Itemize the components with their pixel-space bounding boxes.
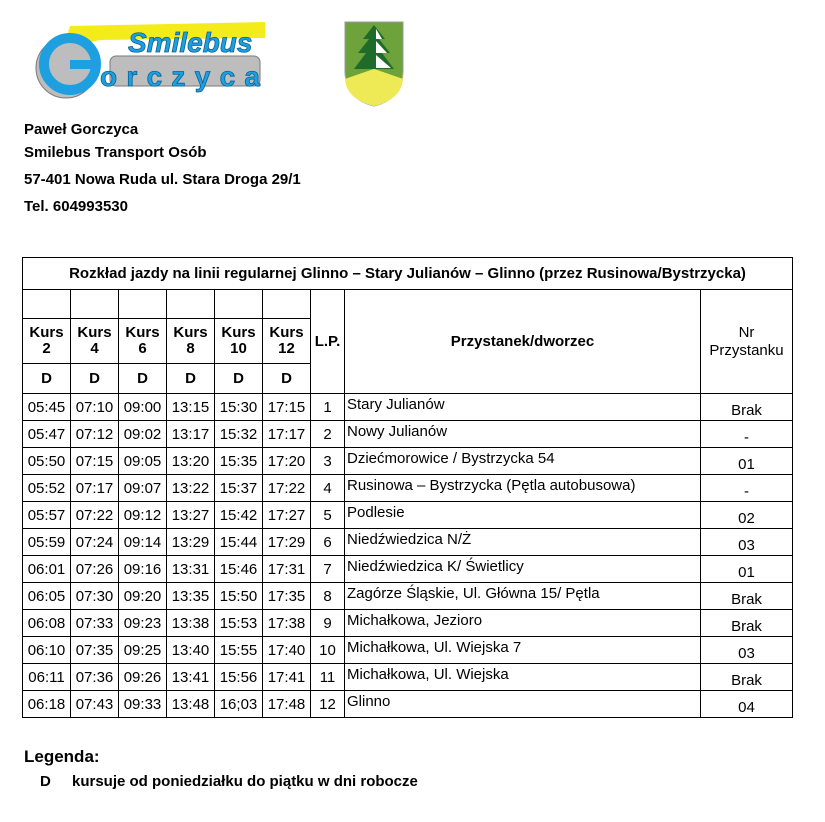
departure-time: 13:15 xyxy=(167,394,215,421)
legend-code: D xyxy=(40,773,51,790)
table-row xyxy=(23,529,793,556)
timetable-body xyxy=(23,394,793,718)
departure-time: 05:52 xyxy=(23,475,71,502)
coat-of-arms xyxy=(344,21,404,107)
stop-name: Stary Julianów xyxy=(345,394,701,421)
departure-time: 13:20 xyxy=(167,448,215,475)
legend-item xyxy=(40,773,418,790)
blank-cell xyxy=(215,290,263,319)
stop-number-header xyxy=(701,290,793,394)
timetable xyxy=(22,257,793,718)
departure-time: 07:17 xyxy=(71,475,119,502)
course-header xyxy=(215,319,263,364)
course-label: Kurs xyxy=(173,324,208,341)
departure-time: 17:31 xyxy=(263,556,311,583)
blank-cell xyxy=(23,290,71,319)
departure-time: 13:41 xyxy=(167,664,215,691)
departure-time: 05:45 xyxy=(23,394,71,421)
departure-time: 06:18 xyxy=(23,691,71,718)
stop-sequence-number: 5 xyxy=(311,502,345,529)
departure-time: 17:48 xyxy=(263,691,311,718)
departure-time: 15:42 xyxy=(215,502,263,529)
departure-time: 13:27 xyxy=(167,502,215,529)
departure-time: 15:53 xyxy=(215,610,263,637)
stop-number: - xyxy=(701,421,793,448)
departure-time: 17:17 xyxy=(263,421,311,448)
departure-time: 09:07 xyxy=(119,475,167,502)
departure-time: 06:10 xyxy=(23,637,71,664)
departure-time: 15:46 xyxy=(215,556,263,583)
timetable-title: Rozkład jazdy na linii regularnej Glinno – Stary Julianów – Glinno (przez Rusinowa/Bystrzycka) xyxy=(23,258,793,290)
departure-time: 17:15 xyxy=(263,394,311,421)
stop-name: Podlesie xyxy=(345,502,701,529)
departure-time: 09:25 xyxy=(119,637,167,664)
smilebus-logo-icon xyxy=(30,16,268,104)
stop-sequence-number: 4 xyxy=(311,475,345,502)
departure-time: 05:47 xyxy=(23,421,71,448)
spruce-crest-icon xyxy=(344,21,404,107)
table-row xyxy=(23,502,793,529)
course-number: 6 xyxy=(138,340,147,357)
table-row xyxy=(23,664,793,691)
legend-title: Legenda: xyxy=(24,747,100,766)
departure-time: 15:30 xyxy=(215,394,263,421)
table-row xyxy=(23,448,793,475)
departure-time: 15:37 xyxy=(215,475,263,502)
departure-time: 17:22 xyxy=(263,475,311,502)
stop-number: 04 xyxy=(701,691,793,718)
table-row xyxy=(23,583,793,610)
table-row xyxy=(23,637,793,664)
stop-sequence-number: 8 xyxy=(311,583,345,610)
stop-sequence-number: 11 xyxy=(311,664,345,691)
departure-time: 07:10 xyxy=(71,394,119,421)
departure-time: 13:40 xyxy=(167,637,215,664)
stop-name: Niedźwiedzica N/Ż xyxy=(345,529,701,556)
departure-time: 09:23 xyxy=(119,610,167,637)
departure-time: 09:02 xyxy=(119,421,167,448)
svg-text:orczyca: orczyca xyxy=(100,61,260,92)
departure-time: 09:16 xyxy=(119,556,167,583)
departure-time: 07:35 xyxy=(71,637,119,664)
departure-time: 17:35 xyxy=(263,583,311,610)
lp-header: L.P. xyxy=(311,290,345,394)
stop-number: - xyxy=(701,475,793,502)
stop-sequence-number: 12 xyxy=(311,691,345,718)
departure-time: 13:22 xyxy=(167,475,215,502)
owner-name: Paweł Gorczyca xyxy=(24,121,139,138)
stop-sequence-number: 10 xyxy=(311,637,345,664)
stop-number: 01 xyxy=(701,448,793,475)
departure-time: 07:36 xyxy=(71,664,119,691)
stop-sequence-number: 7 xyxy=(311,556,345,583)
course-header xyxy=(23,319,71,364)
stop-header: Przystanek/dworzec xyxy=(345,290,701,394)
company-name: Smilebus Transport Osób xyxy=(24,144,207,161)
table-row xyxy=(23,691,793,718)
stop-number: 02 xyxy=(701,502,793,529)
legend-description: kursuje od poniedziałku do piątku w dni robocze xyxy=(72,773,418,790)
departure-time: 06:11 xyxy=(23,664,71,691)
course-header xyxy=(119,319,167,364)
departure-time: 07:26 xyxy=(71,556,119,583)
departure-time: 09:14 xyxy=(119,529,167,556)
departure-time: 17:20 xyxy=(263,448,311,475)
course-label: Kurs xyxy=(269,324,304,341)
company-phone: Tel. 604993530 xyxy=(24,198,128,215)
smilebus-logo xyxy=(30,16,268,104)
course-day-code: D xyxy=(119,364,167,394)
course-number: 4 xyxy=(90,340,99,357)
departure-time: 09:33 xyxy=(119,691,167,718)
departure-time: 15:44 xyxy=(215,529,263,556)
stop-number: 03 xyxy=(701,637,793,664)
course-label: Kurs xyxy=(125,324,160,341)
course-header xyxy=(167,319,215,364)
stop-number-header-line1: Nr xyxy=(738,323,755,341)
table-row xyxy=(23,475,793,502)
departure-time: 09:05 xyxy=(119,448,167,475)
departure-time: 09:00 xyxy=(119,394,167,421)
table-row xyxy=(23,421,793,448)
stop-number: Brak xyxy=(701,394,793,421)
stop-name: Rusinowa – Bystrzycka (Pętla autobusowa) xyxy=(345,475,701,502)
stop-name: Michałkowa, Jezioro xyxy=(345,610,701,637)
course-label: Kurs xyxy=(77,324,112,341)
course-number: 10 xyxy=(230,340,247,357)
departure-time: 07:22 xyxy=(71,502,119,529)
departure-time: 13:29 xyxy=(167,529,215,556)
stop-name: Niedźwiedzica K/ Świetlicy xyxy=(345,556,701,583)
stop-sequence-number: 6 xyxy=(311,529,345,556)
stop-number: Brak xyxy=(701,664,793,691)
stop-number-header-line2: Przystanku xyxy=(709,341,784,359)
course-day-code: D xyxy=(263,364,311,394)
departure-time: 07:43 xyxy=(71,691,119,718)
blank-cell xyxy=(263,290,311,319)
course-label: Kurs xyxy=(221,324,256,341)
stop-sequence-number: 2 xyxy=(311,421,345,448)
departure-time: 17:38 xyxy=(263,610,311,637)
blank-cell xyxy=(71,290,119,319)
departure-time: 05:59 xyxy=(23,529,71,556)
departure-time: 15:50 xyxy=(215,583,263,610)
stop-name: Zagórze Śląskie, Ul. Główna 15/ Pętla xyxy=(345,583,701,610)
stop-number: 01 xyxy=(701,556,793,583)
departure-time: 13:38 xyxy=(167,610,215,637)
departure-time: 13:17 xyxy=(167,421,215,448)
departure-time: 07:30 xyxy=(71,583,119,610)
blank-cell xyxy=(119,290,167,319)
stop-number: 03 xyxy=(701,529,793,556)
departure-time: 15:32 xyxy=(215,421,263,448)
stop-sequence-number: 9 xyxy=(311,610,345,637)
stop-number: Brak xyxy=(701,610,793,637)
table-row xyxy=(23,394,793,421)
svg-text:Smilebus: Smilebus xyxy=(128,27,253,58)
table-row xyxy=(23,556,793,583)
departure-time: 17:27 xyxy=(263,502,311,529)
course-label: Kurs xyxy=(29,324,64,341)
departure-time: 07:24 xyxy=(71,529,119,556)
departure-time: 15:56 xyxy=(215,664,263,691)
course-day-code: D xyxy=(167,364,215,394)
course-day-code: D xyxy=(215,364,263,394)
departure-time: 09:26 xyxy=(119,664,167,691)
departure-time: 06:08 xyxy=(23,610,71,637)
course-number: 8 xyxy=(186,340,195,357)
departure-time: 15:55 xyxy=(215,637,263,664)
departure-time: 15:35 xyxy=(215,448,263,475)
course-day-code: D xyxy=(23,364,71,394)
departure-time: 09:20 xyxy=(119,583,167,610)
stop-sequence-number: 3 xyxy=(311,448,345,475)
course-number: 12 xyxy=(278,340,295,357)
stop-name: Glinno xyxy=(345,691,701,718)
departure-time: 17:29 xyxy=(263,529,311,556)
course-number: 2 xyxy=(42,340,51,357)
departure-time: 17:40 xyxy=(263,637,311,664)
departure-time: 06:05 xyxy=(23,583,71,610)
stop-name: Dziećmorowice / Bystrzycka 54 xyxy=(345,448,701,475)
departure-time: 09:12 xyxy=(119,502,167,529)
departure-time: 06:01 xyxy=(23,556,71,583)
departure-time: 17:41 xyxy=(263,664,311,691)
departure-time: 05:57 xyxy=(23,502,71,529)
departure-time: 07:33 xyxy=(71,610,119,637)
blank-cell xyxy=(167,290,215,319)
stop-name: Michałkowa, Ul. Wiejska xyxy=(345,664,701,691)
departure-time: 16;03 xyxy=(215,691,263,718)
stop-name: Nowy Julianów xyxy=(345,421,701,448)
stop-sequence-number: 1 xyxy=(311,394,345,421)
departure-time: 07:15 xyxy=(71,448,119,475)
company-address: 57-401 Nowa Ruda ul. Stara Droga 29/1 xyxy=(24,171,301,188)
departure-time: 07:12 xyxy=(71,421,119,448)
course-header xyxy=(263,319,311,364)
departure-time: 13:48 xyxy=(167,691,215,718)
course-header xyxy=(71,319,119,364)
departure-time: 05:50 xyxy=(23,448,71,475)
stop-number: Brak xyxy=(701,583,793,610)
table-row xyxy=(23,610,793,637)
stop-name: Michałkowa, Ul. Wiejska 7 xyxy=(345,637,701,664)
departure-time: 13:31 xyxy=(167,556,215,583)
departure-time: 13:35 xyxy=(167,583,215,610)
course-day-code: D xyxy=(71,364,119,394)
